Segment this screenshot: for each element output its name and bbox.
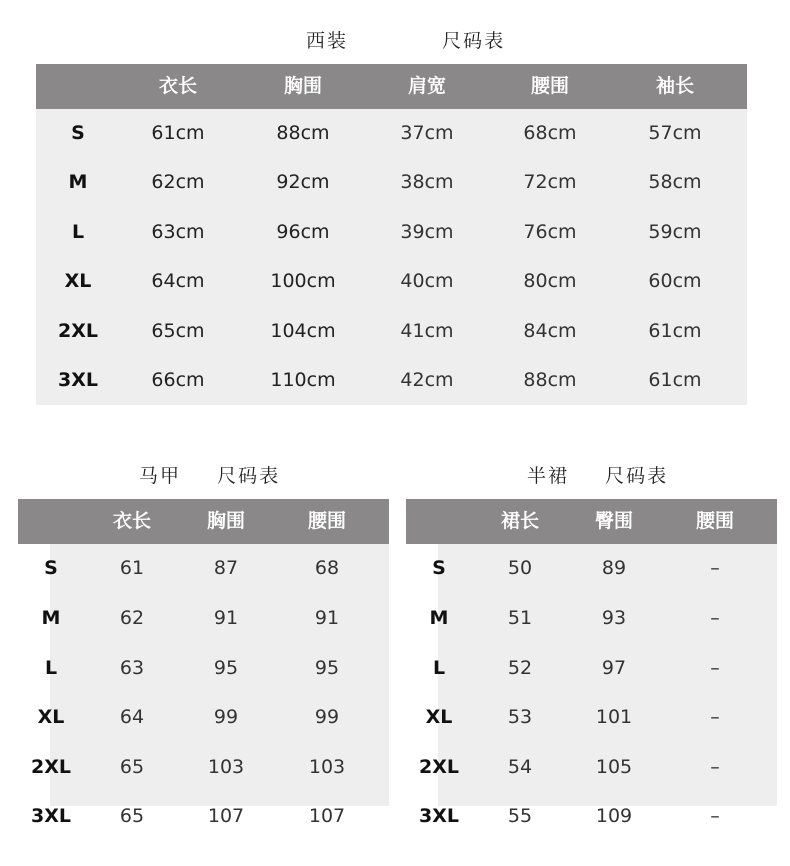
suit-header-cell: 胸围 bbox=[283, 75, 323, 97]
suit-value-cell: 39cm bbox=[400, 221, 454, 243]
skirt-value-cell: – bbox=[710, 657, 720, 679]
suit-value-cell: 66cm bbox=[151, 369, 205, 391]
skirt-size-label: S bbox=[432, 557, 446, 579]
suit-value-cell: 72cm bbox=[523, 171, 577, 193]
suit-size-table bbox=[36, 64, 747, 405]
suit-header-cell: 衣长 bbox=[158, 75, 198, 97]
vest-size-label: 3XL bbox=[31, 805, 71, 827]
vest-size-label: XL bbox=[37, 706, 65, 728]
vest-value-cell: 64 bbox=[119, 706, 145, 728]
suit-value-cell: 60cm bbox=[648, 270, 702, 292]
vest-value-cell: 95 bbox=[314, 657, 340, 679]
suit-value-cell: 61cm bbox=[151, 122, 205, 144]
skirt-value-cell: 53 bbox=[507, 706, 533, 728]
skirt-title-name: 半裙 bbox=[527, 465, 570, 487]
suit-value-cell: 68cm bbox=[523, 122, 577, 144]
vest-value-cell: 91 bbox=[314, 607, 340, 629]
vest-size-label: S bbox=[44, 557, 58, 579]
vest-title-suffix: 尺码表 bbox=[217, 465, 281, 487]
skirt-value-cell: 101 bbox=[595, 706, 633, 728]
vest-header-cell: 衣长 bbox=[112, 510, 152, 532]
vest-value-cell: 103 bbox=[308, 756, 346, 778]
suit-value-cell: 88cm bbox=[276, 122, 330, 144]
suit-value-cell: 59cm bbox=[648, 221, 702, 243]
skirt-value-cell: – bbox=[710, 706, 720, 728]
skirt-value-cell: – bbox=[710, 756, 720, 778]
skirt-title-suffix: 尺码表 bbox=[605, 465, 669, 487]
vest-header-cell: 腰围 bbox=[307, 510, 347, 532]
vest-value-cell: 107 bbox=[308, 805, 346, 827]
vest-value-cell: 61 bbox=[119, 557, 145, 579]
vest-value-cell: 62 bbox=[119, 607, 145, 629]
suit-value-cell: 63cm bbox=[151, 221, 205, 243]
suit-value-cell: 84cm bbox=[523, 320, 577, 342]
suit-title-name: 西装 bbox=[306, 30, 349, 52]
skirt-size-label: L bbox=[432, 657, 446, 679]
suit-header-cell: 袖长 bbox=[655, 75, 695, 97]
skirt-value-cell: 54 bbox=[507, 756, 533, 778]
suit-value-cell: 92cm bbox=[276, 171, 330, 193]
vest-value-cell: 103 bbox=[207, 756, 245, 778]
vest-header-cell: 胸围 bbox=[206, 510, 246, 532]
skirt-size-label: 2XL bbox=[419, 756, 459, 778]
suit-value-cell: 96cm bbox=[276, 221, 330, 243]
suit-value-cell: 62cm bbox=[151, 171, 205, 193]
suit-title-suffix: 尺码表 bbox=[442, 30, 506, 52]
suit-header-cell: 肩宽 bbox=[407, 75, 447, 97]
suit-size-label: S bbox=[71, 122, 85, 144]
suit-size-label: XL bbox=[64, 270, 92, 292]
vest-value-cell: 99 bbox=[213, 706, 239, 728]
suit-value-cell: 61cm bbox=[648, 369, 702, 391]
skirt-size-label: M bbox=[429, 607, 449, 629]
suit-header-cell: 腰围 bbox=[530, 75, 570, 97]
skirt-value-cell: 105 bbox=[595, 756, 633, 778]
suit-value-cell: 37cm bbox=[400, 122, 454, 144]
skirt-title bbox=[527, 461, 668, 488]
skirt-value-cell: 50 bbox=[507, 557, 533, 579]
skirt-value-cell: 55 bbox=[507, 805, 533, 827]
skirt-value-cell: – bbox=[710, 557, 720, 579]
suit-value-cell: 76cm bbox=[523, 221, 577, 243]
skirt-value-cell: – bbox=[710, 805, 720, 827]
vest-value-cell: 63 bbox=[119, 657, 145, 679]
vest-size-table bbox=[18, 499, 389, 845]
skirt-value-cell: 51 bbox=[507, 607, 533, 629]
suit-value-cell: 57cm bbox=[648, 122, 702, 144]
skirt-value-cell: 97 bbox=[601, 657, 627, 679]
skirt-size-label: XL bbox=[425, 706, 453, 728]
suit-value-cell: 100cm bbox=[270, 270, 336, 292]
suit-table-header bbox=[36, 64, 747, 109]
vest-size-label: M bbox=[41, 607, 61, 629]
vest-value-cell: 99 bbox=[314, 706, 340, 728]
suit-value-cell: 88cm bbox=[523, 369, 577, 391]
suit-value-cell: 65cm bbox=[151, 320, 205, 342]
skirt-value-cell: 109 bbox=[595, 805, 633, 827]
suit-value-cell: 104cm bbox=[270, 320, 336, 342]
vest-title bbox=[139, 461, 280, 488]
skirt-header-cell: 腰围 bbox=[695, 510, 735, 532]
skirt-size-label: 3XL bbox=[419, 805, 459, 827]
vest-size-label: L bbox=[44, 657, 58, 679]
skirt-value-cell: 93 bbox=[601, 607, 627, 629]
vest-value-cell: 68 bbox=[314, 557, 340, 579]
suit-value-cell: 80cm bbox=[523, 270, 577, 292]
suit-title bbox=[306, 26, 505, 53]
suit-value-cell: 61cm bbox=[648, 320, 702, 342]
skirt-value-cell: – bbox=[710, 607, 720, 629]
vest-value-cell: 65 bbox=[119, 756, 145, 778]
suit-size-label: M bbox=[68, 171, 88, 193]
vest-value-cell: 65 bbox=[119, 805, 145, 827]
suit-size-label: L bbox=[71, 221, 85, 243]
vest-size-label: 2XL bbox=[31, 756, 71, 778]
skirt-size-table bbox=[406, 499, 777, 845]
suit-value-cell: 42cm bbox=[400, 369, 454, 391]
suit-value-cell: 41cm bbox=[400, 320, 454, 342]
vest-value-cell: 95 bbox=[213, 657, 239, 679]
skirt-header-cell: 裙长 bbox=[500, 510, 540, 532]
suit-value-cell: 58cm bbox=[648, 171, 702, 193]
skirt-header-cell: 臀围 bbox=[594, 510, 634, 532]
vest-value-cell: 87 bbox=[213, 557, 239, 579]
vest-value-cell: 91 bbox=[213, 607, 239, 629]
skirt-value-cell: 89 bbox=[601, 557, 627, 579]
vest-title-name: 马甲 bbox=[139, 465, 182, 487]
skirt-value-cell: 52 bbox=[507, 657, 533, 679]
suit-size-label: 3XL bbox=[58, 369, 98, 391]
suit-value-cell: 38cm bbox=[400, 171, 454, 193]
suit-value-cell: 110cm bbox=[270, 369, 336, 391]
suit-table-body bbox=[36, 109, 747, 405]
suit-value-cell: 40cm bbox=[400, 270, 454, 292]
suit-size-label: 2XL bbox=[58, 320, 98, 342]
vest-value-cell: 107 bbox=[207, 805, 245, 827]
suit-value-cell: 64cm bbox=[151, 270, 205, 292]
